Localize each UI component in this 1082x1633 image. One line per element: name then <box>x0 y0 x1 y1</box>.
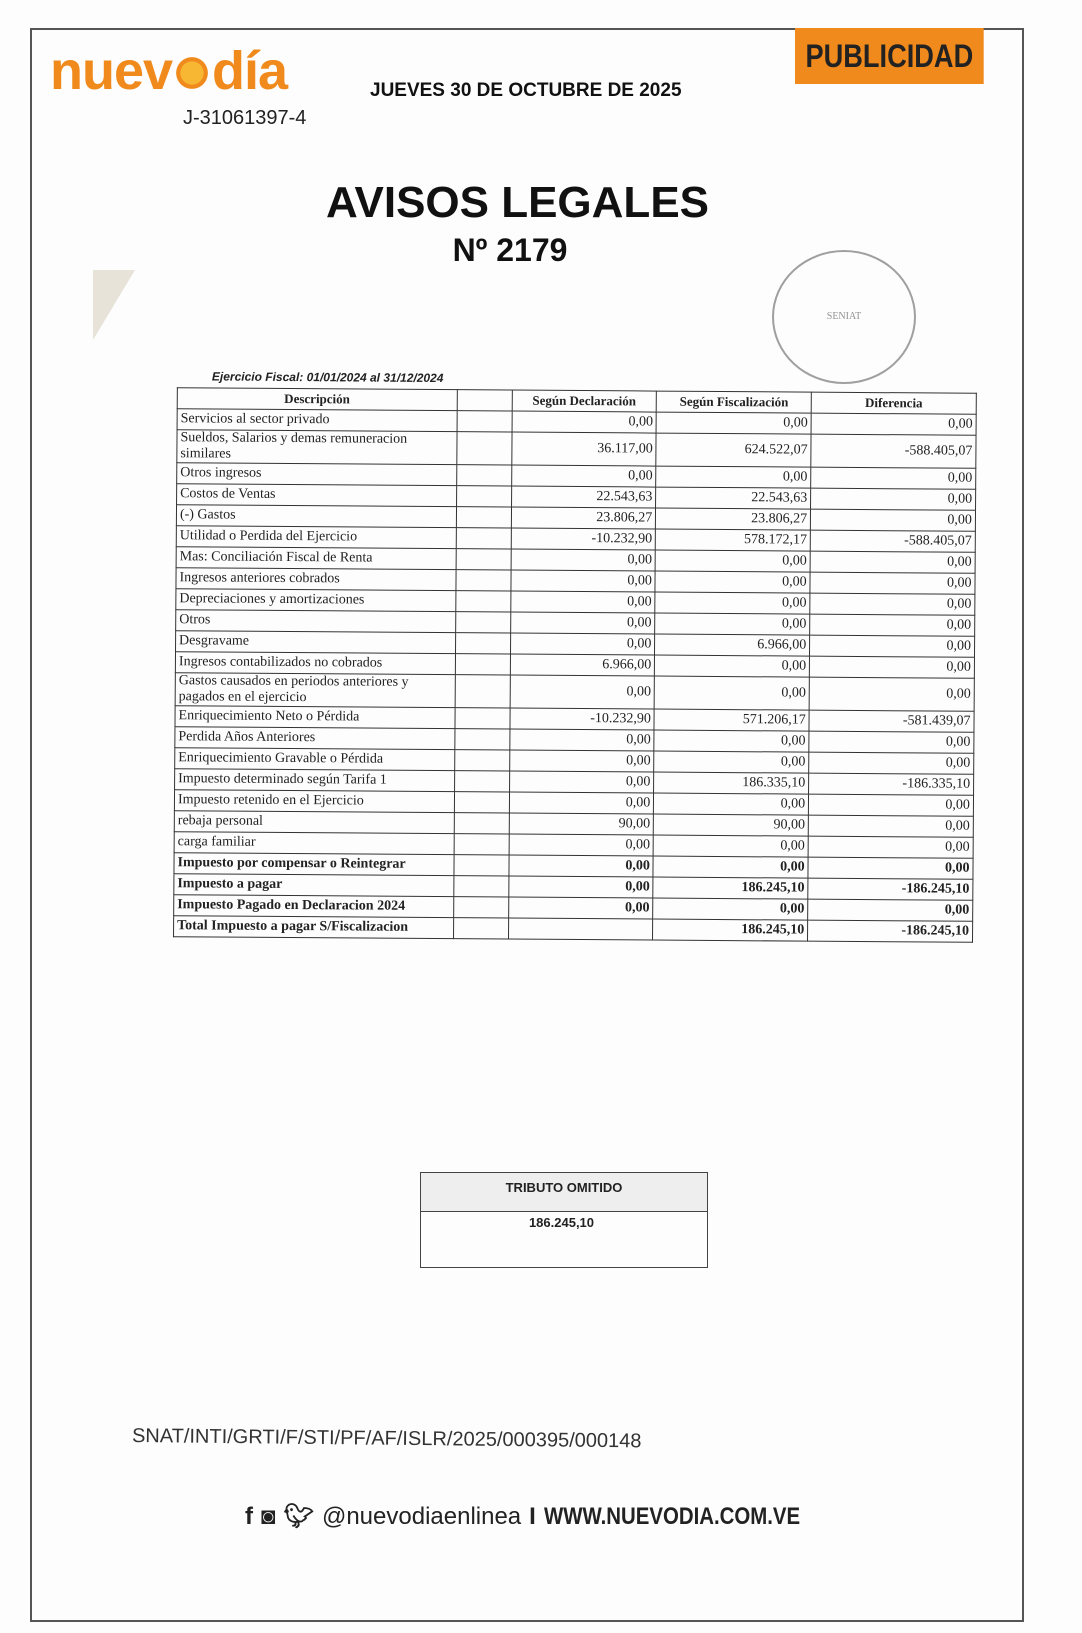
row-amount: 0,00 <box>655 655 810 677</box>
row-amount: 0,00 <box>810 551 975 573</box>
row-description: Depreciaciones y amortizaciones <box>176 589 456 612</box>
row-amount: 0,00 <box>810 572 975 594</box>
blank-cell <box>456 549 511 570</box>
row-amount: -186.245,10 <box>808 920 973 942</box>
row-amount: 0,00 <box>511 549 656 571</box>
blank-cell <box>455 708 510 729</box>
row-amount: -588.405,07 <box>811 434 976 468</box>
column-header: Según Declaración <box>512 390 657 412</box>
row-amount: 6.966,00 <box>510 654 655 676</box>
row-description: (-) Gastos <box>176 505 456 528</box>
row-amount: 624.522,07 <box>656 433 811 467</box>
fiscal-period: Ejercicio Fiscal: 01/01/2024 al 31/12/2024 <box>211 369 444 386</box>
blank-cell <box>454 813 509 834</box>
facebook-icon: f <box>245 1502 253 1530</box>
website-url: WWW.NUEVODIA.COM.VE <box>543 1502 800 1530</box>
row-description: Impuesto determinado según Tarifa 1 <box>175 769 455 792</box>
blank-cell <box>455 591 510 612</box>
row-amount: 0,00 <box>508 855 653 877</box>
row-description: Sueldos, Salarios y demas remuneracion similares <box>177 430 457 465</box>
row-description: Impuesto a pagar <box>174 874 454 897</box>
row-description: Servicios al sector privado <box>177 409 457 432</box>
row-amount: 0,00 <box>510 612 655 634</box>
row-amount: 0,00 <box>509 750 654 772</box>
row-amount: 0,00 <box>808 857 973 879</box>
blank-cell <box>455 675 510 708</box>
row-amount: 0,00 <box>653 898 808 920</box>
reference-code: SNAT/INTI/GRTI/F/STI/PF/AF/ISLR/2025/000395/000148 <box>131 1425 642 1453</box>
blank-cell <box>457 411 512 432</box>
row-amount: 0,00 <box>508 897 653 919</box>
row-amount: 0,00 <box>508 876 653 898</box>
column-header <box>457 390 512 411</box>
blank-cell <box>456 486 511 507</box>
row-amount: 0,00 <box>510 633 655 655</box>
footer <box>245 1502 845 1531</box>
row-description: Ingresos anteriores cobrados <box>176 568 456 591</box>
row-description: rebaja personal <box>174 811 454 834</box>
column-header: Diferencia <box>811 392 976 414</box>
row-amount: 0,00 <box>655 613 810 635</box>
row-description: Perdida Años Anteriores <box>175 727 455 750</box>
row-amount: 0,00 <box>654 751 809 773</box>
row-amount: 0,00 <box>512 411 657 433</box>
page-title: AVISOS LEGALES <box>325 178 710 227</box>
row-amount: 0,00 <box>656 466 811 488</box>
row-amount: 0,00 <box>811 488 976 510</box>
row-amount: 23.806,27 <box>656 508 811 530</box>
instagram-icon: ◙ <box>261 1502 276 1530</box>
row-amount: 0,00 <box>808 836 973 858</box>
row-description: Otros <box>176 610 456 633</box>
blank-cell <box>453 897 508 918</box>
blank-cell <box>453 918 508 939</box>
row-amount: -10.232,90 <box>509 708 654 730</box>
tax-table <box>173 387 977 943</box>
official-seal: SENIAT <box>772 250 916 384</box>
row-amount: 0,00 <box>810 593 975 615</box>
row-amount: 0,00 <box>510 591 655 613</box>
row-description: Utilidad o Perdida del Ejercicio <box>176 526 456 549</box>
row-amount: 571.206,17 <box>654 709 809 731</box>
row-amount: 0,00 <box>808 815 973 837</box>
row-amount: -186.335,10 <box>809 773 974 795</box>
row-amount: 0,00 <box>809 794 974 816</box>
row-amount: 186.335,10 <box>654 772 809 794</box>
table-row <box>177 430 976 469</box>
row-description: Desgravame <box>176 631 456 654</box>
row-amount: 0,00 <box>655 571 810 593</box>
row-amount: 0,00 <box>808 899 973 921</box>
row-description: Impuesto por compensar o Reintegrar <box>174 853 454 876</box>
row-description: Enriquecimiento Neto o Pérdida <box>175 706 455 729</box>
tributo-label: TRIBUTO OMITIDO <box>421 1173 707 1212</box>
row-amount: 0,00 <box>653 856 808 878</box>
blank-cell <box>456 432 511 465</box>
blank-cell <box>456 570 511 591</box>
row-description: Gastos causados en periodos anteriores y pagados en el ejercicio <box>175 673 455 708</box>
row-description: Ingresos contabilizados no cobrados <box>175 652 455 675</box>
row-amount: 0,00 <box>509 729 654 751</box>
notice-number: Nº 2179 <box>452 232 568 268</box>
tributo-value: 186.245,10 <box>528 1215 595 1230</box>
row-amount: 0,00 <box>809 677 974 711</box>
row-amount: 90,00 <box>509 813 654 835</box>
blank-cell <box>454 855 509 876</box>
row-amount: 36.117,00 <box>511 432 656 466</box>
row-amount: 0,00 <box>811 413 976 435</box>
row-amount <box>508 918 653 940</box>
row-amount: 0,00 <box>511 465 656 487</box>
row-amount: 0,00 <box>510 570 655 592</box>
column-header: Descripción <box>177 388 457 411</box>
row-amount: 0,00 <box>654 730 809 752</box>
row-amount: 0,00 <box>810 656 975 678</box>
row-amount: 0,00 <box>809 752 974 774</box>
row-amount: 22.543,63 <box>511 486 656 508</box>
row-amount: 186.245,10 <box>653 877 808 899</box>
tax-document <box>173 365 977 943</box>
row-amount: 186.245,10 <box>653 919 808 941</box>
row-amount: 0,00 <box>654 676 809 710</box>
row-description: Total Impuesto a pagar S/Fiscalizacion <box>174 916 454 939</box>
row-amount: -588.405,07 <box>810 530 975 552</box>
blank-cell <box>454 729 509 750</box>
blank-cell <box>456 507 511 528</box>
row-amount: 0,00 <box>656 412 811 434</box>
row-description: Impuesto retenido en el Ejercicio <box>174 790 454 813</box>
row-amount: 0,00 <box>653 835 808 857</box>
row-description: Costos de Ventas <box>177 484 457 507</box>
blank-cell <box>454 771 509 792</box>
blank-cell <box>456 465 511 486</box>
folded-corner <box>93 270 135 340</box>
publication-date: JUEVES 30 DE OCTUBRE DE 2025 <box>370 80 682 101</box>
blank-cell <box>454 792 509 813</box>
row-description: Enriquecimiento Gravable o Pérdida <box>175 748 455 771</box>
row-description: Otros ingresos <box>177 463 457 486</box>
row-description: Mas: Conciliación Fiscal de Renta <box>176 547 456 570</box>
footer-separator: I <box>529 1502 536 1530</box>
table-row <box>175 673 974 712</box>
row-amount: 6.966,00 <box>655 634 810 656</box>
row-amount: 0,00 <box>811 467 976 489</box>
row-amount: 0,00 <box>655 592 810 614</box>
row-amount: 0,00 <box>509 834 654 856</box>
row-amount: 578.172,17 <box>656 529 811 551</box>
newspaper-logo: nuev día <box>50 41 288 101</box>
row-amount: 0,00 <box>810 614 975 636</box>
blank-cell <box>454 750 509 771</box>
blank-cell <box>455 633 510 654</box>
row-amount: 0,00 <box>509 792 654 814</box>
row-amount: -186.245,10 <box>808 878 973 900</box>
blank-cell <box>456 528 511 549</box>
column-header: Según Fiscalización <box>657 391 812 413</box>
sun-logo-icon <box>172 53 212 93</box>
row-description: Impuesto Pagado en Declaracion 2024 <box>174 895 454 918</box>
row-amount: 0,00 <box>810 635 975 657</box>
row-amount: 0,00 <box>655 550 810 572</box>
blank-cell <box>454 834 509 855</box>
blank-cell <box>455 654 510 675</box>
blank-cell <box>455 612 510 633</box>
social-handle: @nuevodiaenlinea <box>321 1502 522 1530</box>
row-amount: 90,00 <box>654 814 809 836</box>
section-badge: PUBLICIDAD <box>795 28 984 84</box>
row-amount: 22.543,63 <box>656 487 811 509</box>
row-amount: -10.232,90 <box>511 528 656 550</box>
tributo-omitido-box <box>420 1172 708 1268</box>
row-amount: 0,00 <box>510 675 655 709</box>
row-description: carga familiar <box>174 832 454 855</box>
row-amount: 0,00 <box>509 771 654 793</box>
rif-number: J-31061397-4 <box>183 107 307 129</box>
row-amount: 23.806,27 <box>511 507 656 529</box>
twitter-icon: 🐦︎ <box>283 1503 314 1530</box>
row-amount: 0,00 <box>809 731 974 753</box>
row-amount: -581.439,07 <box>809 710 974 732</box>
row-amount: 0,00 <box>654 793 809 815</box>
row-amount: 0,00 <box>811 509 976 531</box>
blank-cell <box>453 876 508 897</box>
